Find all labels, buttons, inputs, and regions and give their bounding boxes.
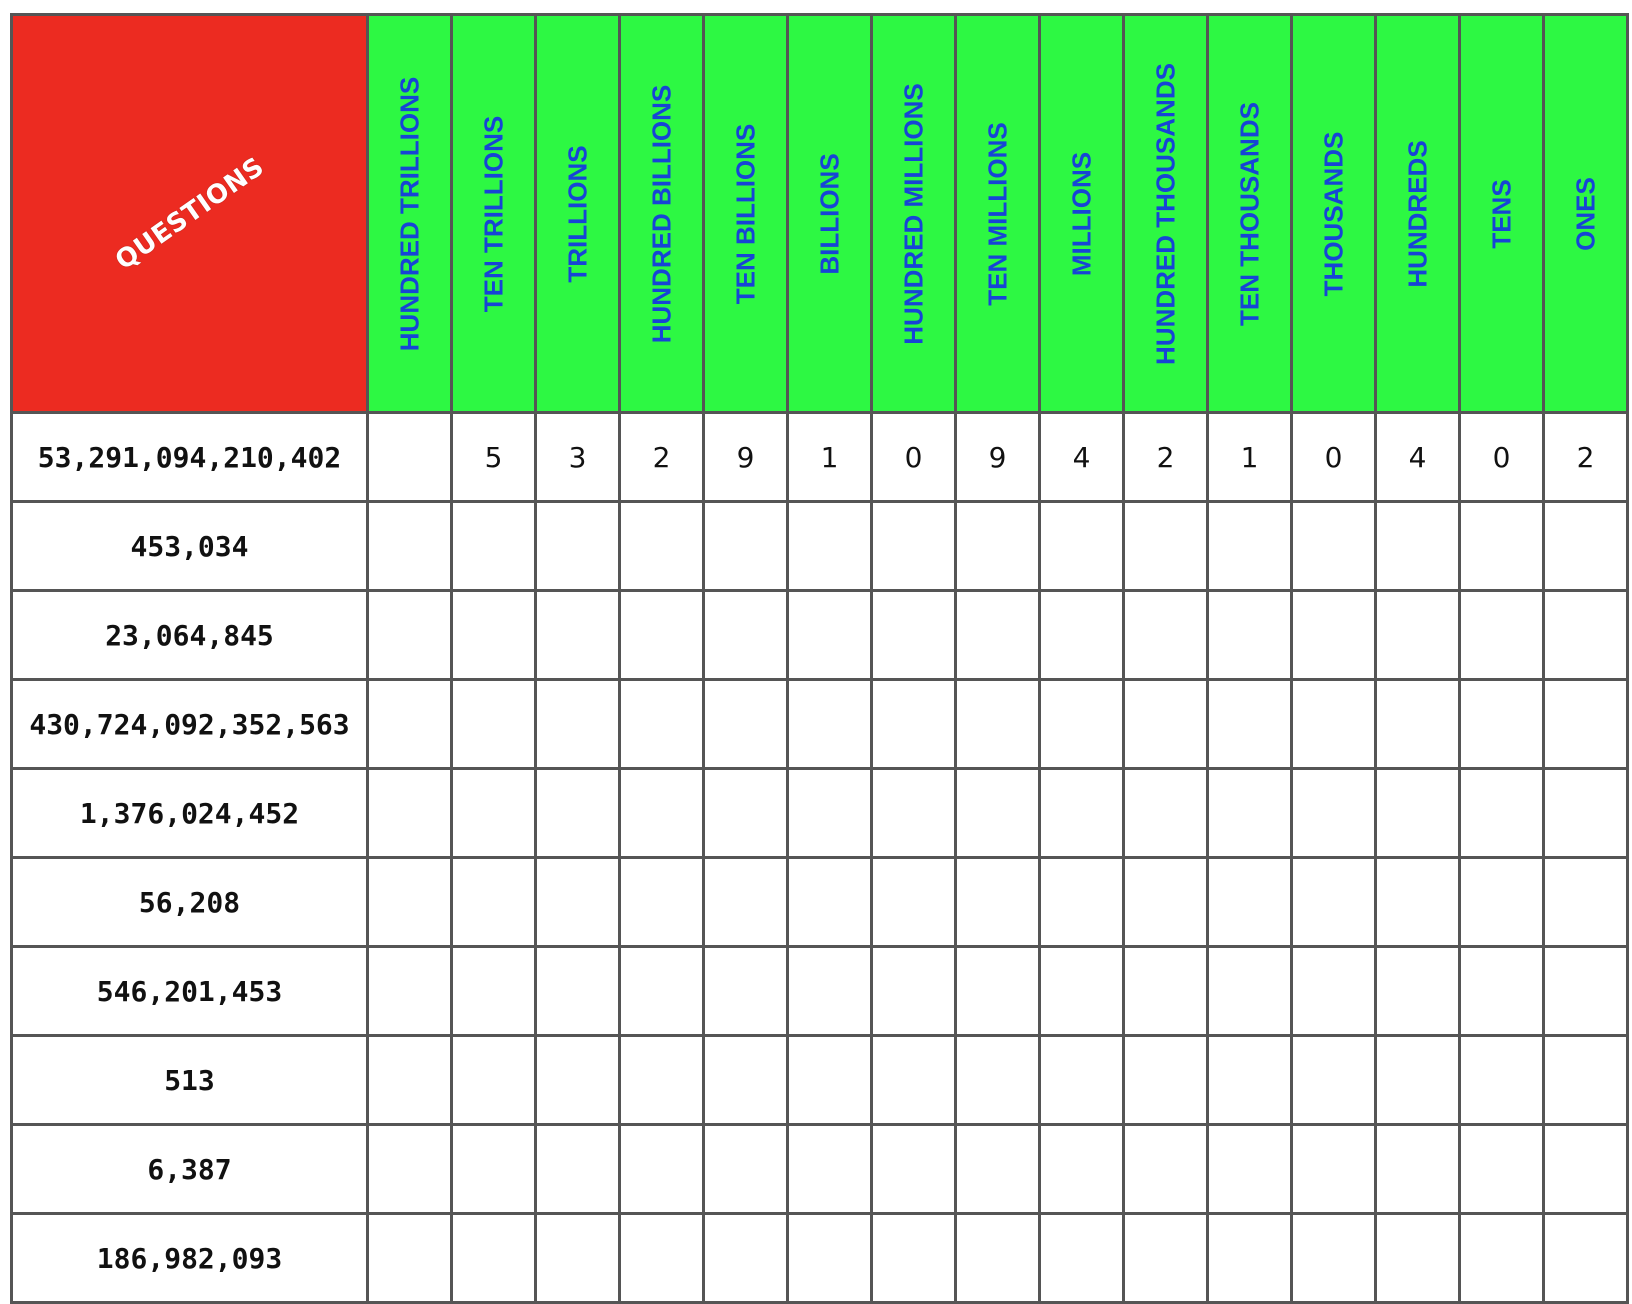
digit-cell[interactable] (452, 769, 536, 858)
digit-cell[interactable] (536, 1125, 620, 1214)
digit-cell[interactable] (1292, 947, 1376, 1036)
digit-cell[interactable]: 0 (1292, 413, 1376, 502)
digit-cell[interactable]: 1 (788, 413, 872, 502)
question-number-cell: 453,034 (12, 502, 368, 591)
digit-cell[interactable] (1292, 858, 1376, 947)
digit-cell[interactable] (704, 769, 788, 858)
digit-cell[interactable] (1376, 769, 1460, 858)
digit-cell[interactable] (1208, 502, 1292, 591)
digit-cell[interactable] (1124, 591, 1208, 680)
digit-cell[interactable] (1208, 769, 1292, 858)
questions-header-label: QUESTIONS (109, 151, 270, 276)
digit-cell[interactable] (368, 1214, 452, 1303)
place-header-cell (1544, 15, 1628, 413)
digit-cell[interactable] (872, 947, 956, 1036)
digit-cell[interactable] (1124, 769, 1208, 858)
header-row (12, 15, 1628, 413)
digit-cell[interactable] (1124, 502, 1208, 591)
place-header-cell (452, 15, 536, 413)
digit-cell[interactable] (956, 858, 1040, 947)
digit-cell[interactable] (620, 591, 704, 680)
digit-cell[interactable] (1544, 1125, 1628, 1214)
digit-cell[interactable] (452, 1214, 536, 1303)
table-row (12, 1214, 1628, 1303)
digit-cell[interactable] (956, 1125, 1040, 1214)
digit-cell[interactable] (956, 1036, 1040, 1125)
digit-cell[interactable] (1292, 1125, 1376, 1214)
digit-cell[interactable] (704, 1036, 788, 1125)
digit-cell[interactable] (788, 1036, 872, 1125)
place-header-label: TEN TRILLIONS (478, 115, 508, 312)
digit-cell[interactable] (1208, 947, 1292, 1036)
question-number-cell: 186,982,093 (12, 1214, 368, 1303)
digit-cell[interactable] (872, 591, 956, 680)
place-header-cell (1040, 15, 1124, 413)
digit-cell[interactable] (452, 591, 536, 680)
digit-cell[interactable] (1040, 947, 1124, 1036)
digit-cell[interactable] (452, 858, 536, 947)
digit-cell[interactable] (704, 947, 788, 1036)
question-number-cell: 6,387 (12, 1125, 368, 1214)
digit-cell[interactable] (1544, 769, 1628, 858)
question-number-cell: 546,201,453 (12, 947, 368, 1036)
digit-cell[interactable]: 2 (620, 413, 704, 502)
digit-cell[interactable] (620, 769, 704, 858)
digit-cell[interactable] (452, 947, 536, 1036)
digit-cell[interactable] (1376, 1125, 1460, 1214)
place-header-cell (620, 15, 704, 413)
table-row (12, 947, 1628, 1036)
digit-cell[interactable] (1040, 591, 1124, 680)
digit-cell[interactable] (956, 769, 1040, 858)
digit-cell[interactable] (872, 1036, 956, 1125)
digit-cell[interactable]: 2 (1544, 413, 1628, 502)
digit-cell[interactable] (1040, 1036, 1124, 1125)
digit-cell[interactable] (704, 502, 788, 591)
place-header-label: TRILLIONS (562, 144, 592, 283)
digit-cell[interactable] (536, 1214, 620, 1303)
place-header-cell (1124, 15, 1208, 413)
place-header-cell (872, 15, 956, 413)
digit-cell[interactable] (620, 858, 704, 947)
table-row (12, 858, 1628, 947)
digit-cell[interactable] (872, 769, 956, 858)
digit-cell[interactable] (536, 591, 620, 680)
question-number-cell: 430,724,092,352,563 (12, 680, 368, 769)
digit-cell[interactable] (1460, 1214, 1544, 1303)
digit-cell[interactable]: 9 (956, 413, 1040, 502)
digit-cell[interactable] (788, 502, 872, 591)
digit-cell[interactable] (620, 947, 704, 1036)
digit-cell[interactable] (1292, 1036, 1376, 1125)
digit-cell[interactable]: 0 (1460, 413, 1544, 502)
digit-cell[interactable] (620, 1036, 704, 1125)
digit-cell[interactable] (872, 502, 956, 591)
place-header-label: TEN THOUSANDS (1234, 101, 1264, 326)
digit-cell[interactable] (704, 1125, 788, 1214)
digit-cell[interactable] (1124, 947, 1208, 1036)
digit-cell[interactable] (704, 1214, 788, 1303)
digit-cell[interactable] (1292, 502, 1376, 591)
digit-cell[interactable] (1208, 858, 1292, 947)
digit-cell[interactable] (1208, 680, 1292, 769)
digit-cell[interactable] (788, 858, 872, 947)
digit-cell[interactable] (704, 591, 788, 680)
digit-cell[interactable] (1292, 680, 1376, 769)
digit-cell[interactable] (452, 502, 536, 591)
digit-cell[interactable] (536, 947, 620, 1036)
table-row (12, 769, 1628, 858)
place-header-label: HUNDRED THOUSANDS (1150, 62, 1180, 365)
digit-cell[interactable] (536, 680, 620, 769)
digit-cell[interactable] (704, 858, 788, 947)
table-row (12, 413, 1628, 502)
place-header-label: MILLIONS (1066, 151, 1096, 276)
place-header-cell (1376, 15, 1460, 413)
digit-cell[interactable] (1460, 947, 1544, 1036)
digit-cell[interactable] (1544, 680, 1628, 769)
digit-cell[interactable] (1208, 1214, 1292, 1303)
place-header-label: HUNDRED BILLIONS (646, 84, 676, 343)
table-row (12, 1125, 1628, 1214)
digit-cell[interactable]: 4 (1376, 413, 1460, 502)
digit-cell[interactable]: 5 (452, 413, 536, 502)
digit-cell[interactable] (1376, 502, 1460, 591)
digit-cell[interactable] (620, 502, 704, 591)
digit-cell[interactable] (788, 591, 872, 680)
digit-cell[interactable] (1544, 502, 1628, 591)
question-number-cell: 23,064,845 (12, 591, 368, 680)
digit-cell[interactable] (788, 769, 872, 858)
place-header-cell (536, 15, 620, 413)
digit-cell[interactable] (1292, 1214, 1376, 1303)
place-header-cell (1292, 15, 1376, 413)
digit-cell[interactable] (1544, 858, 1628, 947)
digit-cell[interactable] (1208, 1125, 1292, 1214)
digit-cell[interactable] (1460, 1125, 1544, 1214)
digit-cell[interactable]: 1 (1208, 413, 1292, 502)
digit-cell[interactable] (1040, 769, 1124, 858)
digit-cell[interactable] (1040, 1214, 1124, 1303)
place-header-label: HUNDREDS (1402, 139, 1432, 288)
digit-cell[interactable] (956, 502, 1040, 591)
digit-cell[interactable] (1040, 1125, 1124, 1214)
place-header-cell (368, 15, 452, 413)
digit-cell[interactable] (1124, 680, 1208, 769)
digit-cell[interactable] (788, 680, 872, 769)
place-header-cell (1208, 15, 1292, 413)
place-header-label: TEN BILLIONS (730, 123, 760, 304)
digit-cell[interactable] (1376, 680, 1460, 769)
table-row (12, 502, 1628, 591)
digit-cell[interactable] (452, 1036, 536, 1125)
question-number-cell: 513 (12, 1036, 368, 1125)
digit-cell[interactable] (872, 680, 956, 769)
table-row (12, 680, 1628, 769)
digit-cell[interactable] (536, 858, 620, 947)
digit-cell[interactable] (704, 680, 788, 769)
digit-cell[interactable]: 2 (1124, 413, 1208, 502)
digit-cell[interactable] (368, 591, 452, 680)
digit-cell[interactable] (368, 1125, 452, 1214)
place-header-cell (956, 15, 1040, 413)
digit-cell[interactable] (1124, 1214, 1208, 1303)
place-header-label: TENS (1486, 178, 1516, 249)
place-header-label: HUNDRED TRILLIONS (394, 76, 424, 351)
digit-cell[interactable] (536, 502, 620, 591)
question-number-cell: 1,376,024,452 (12, 769, 368, 858)
place-header-label: HUNDRED MILLIONS (898, 82, 928, 345)
digit-cell[interactable]: 4 (1040, 413, 1124, 502)
digit-cell[interactable] (1460, 680, 1544, 769)
question-number-cell: 56,208 (12, 858, 368, 947)
place-header-label: TEN MILLIONS (982, 121, 1012, 306)
digit-cell[interactable] (1040, 502, 1124, 591)
digit-cell[interactable] (1124, 858, 1208, 947)
digit-cell[interactable] (788, 947, 872, 1036)
table-row (12, 591, 1628, 680)
digit-cell[interactable]: 3 (536, 413, 620, 502)
digit-cell[interactable] (956, 680, 1040, 769)
digit-cell[interactable] (1208, 591, 1292, 680)
digit-cell[interactable] (368, 1036, 452, 1125)
digit-cell[interactable] (1376, 947, 1460, 1036)
questions-header-cell (12, 15, 368, 413)
digit-cell[interactable] (452, 1125, 536, 1214)
place-header-cell (1460, 15, 1544, 413)
digit-cell[interactable] (1292, 591, 1376, 680)
question-number-cell: 53,291,094,210,402 (12, 413, 368, 502)
digit-cell[interactable] (956, 947, 1040, 1036)
place-value-table (10, 13, 1629, 1304)
digit-cell[interactable] (788, 1214, 872, 1303)
digit-cell[interactable] (1460, 1036, 1544, 1125)
digit-cell[interactable] (1376, 1214, 1460, 1303)
digit-cell[interactable] (368, 947, 452, 1036)
digit-cell[interactable] (1040, 858, 1124, 947)
digit-cell[interactable] (956, 591, 1040, 680)
digit-cell[interactable] (1376, 1036, 1460, 1125)
place-header-cell (788, 15, 872, 413)
digit-cell[interactable] (1460, 591, 1544, 680)
digit-cell[interactable] (368, 502, 452, 591)
digit-cell[interactable] (1208, 1036, 1292, 1125)
digit-cell[interactable] (788, 1125, 872, 1214)
digit-cell[interactable] (1292, 769, 1376, 858)
place-header-label: THOUSANDS (1318, 131, 1348, 296)
digit-cell[interactable] (1040, 680, 1124, 769)
digit-cell[interactable] (1460, 858, 1544, 947)
digit-cell[interactable] (620, 1214, 704, 1303)
place-header-label: ONES (1570, 176, 1600, 251)
digit-cell[interactable] (1544, 1036, 1628, 1125)
digit-cell[interactable] (536, 769, 620, 858)
table-body (12, 413, 1628, 1303)
digit-cell[interactable] (452, 680, 536, 769)
digit-cell[interactable] (368, 858, 452, 947)
digit-cell[interactable] (620, 1125, 704, 1214)
digit-cell[interactable] (1376, 591, 1460, 680)
digit-cell[interactable] (1544, 947, 1628, 1036)
digit-cell[interactable] (1460, 769, 1544, 858)
digit-cell[interactable] (536, 1036, 620, 1125)
digit-cell[interactable] (1544, 1214, 1628, 1303)
digit-cell[interactable] (1376, 858, 1460, 947)
digit-cell[interactable] (368, 769, 452, 858)
digit-cell[interactable] (1460, 502, 1544, 591)
digit-cell[interactable] (1124, 1125, 1208, 1214)
digit-cell[interactable] (1544, 591, 1628, 680)
digit-cell[interactable] (1124, 1036, 1208, 1125)
digit-cell[interactable]: 0 (872, 413, 956, 502)
digit-cell[interactable] (872, 1125, 956, 1214)
digit-cell[interactable] (620, 680, 704, 769)
digit-cell[interactable] (956, 1214, 1040, 1303)
table-row (12, 1036, 1628, 1125)
digit-cell[interactable] (872, 1214, 956, 1303)
digit-cell[interactable] (368, 413, 452, 502)
place-header-label: BILLIONS (814, 152, 844, 275)
digit-cell[interactable] (872, 858, 956, 947)
digit-cell[interactable] (368, 680, 452, 769)
place-header-cell (704, 15, 788, 413)
digit-cell[interactable]: 9 (704, 413, 788, 502)
